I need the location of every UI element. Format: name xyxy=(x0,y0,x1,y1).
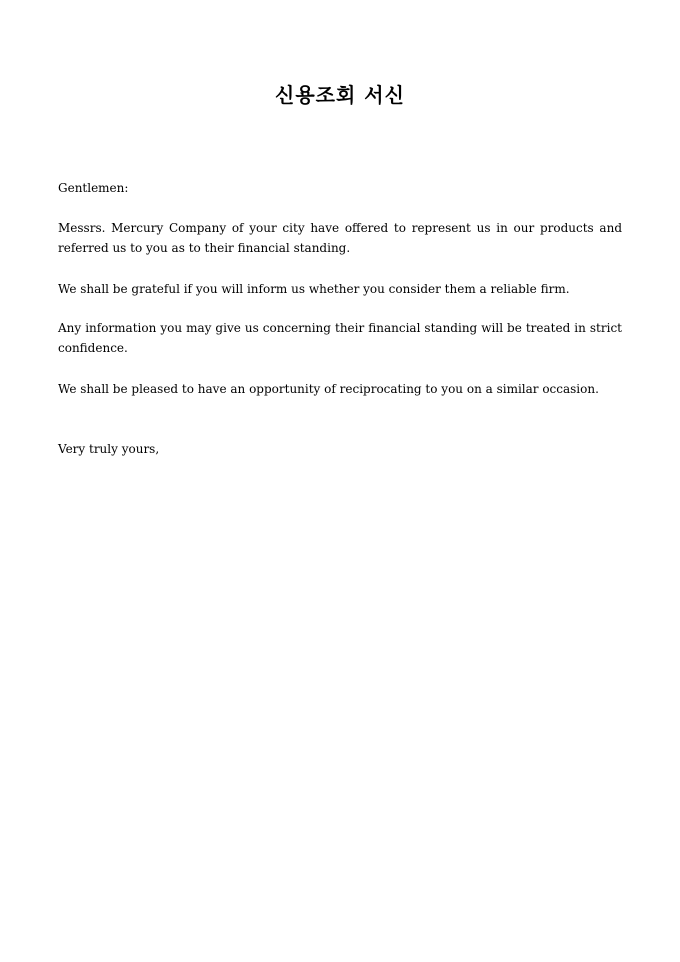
paragraph-representation: Messrs. Mercury Company of your city have offered to represent us in our products and referred us to you as to their financial standing. xyxy=(58,221,622,255)
salutation: Gentlemen: xyxy=(58,181,129,195)
letter-title: 신용조회 서신 xyxy=(275,83,405,107)
paragraph-request: We shall be grateful if you will inform us whether you consider them a reliable firm. xyxy=(58,282,570,296)
paragraph-reciprocation: We shall be pleased to have an opportunity of reciprocating to you on a similar occasion. xyxy=(58,382,599,396)
paragraph-confidentiality: Any information you may give us concerning their financial standing will be treated in strict confidence. xyxy=(58,321,622,355)
closing: Very truly yours, xyxy=(58,442,160,456)
